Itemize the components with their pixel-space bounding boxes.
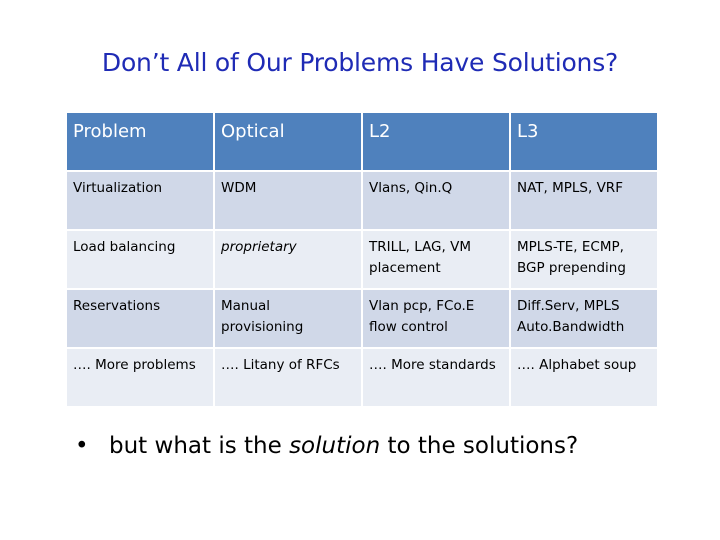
bullet-item [75, 433, 578, 459]
cell-optical: …. Litany of RFCs [215, 349, 361, 406]
cell-l3: MPLS-TE, ECMP, BGP prepending [511, 231, 657, 288]
comparison-table [65, 111, 659, 408]
bullet-text-emphasis: solution [289, 433, 381, 459]
table-row [67, 172, 657, 229]
cell-problem: …. More problems [67, 349, 213, 406]
bullet-marker: • [75, 433, 89, 459]
cell-l2: Vlans, Qin.Q [363, 172, 509, 229]
cell-problem: Reservations [67, 290, 213, 347]
header-l3: L3 [511, 113, 657, 170]
header-problem: Problem [67, 113, 213, 170]
bullet-text-before: but what is the [109, 433, 290, 459]
cell-problem: Load balancing [67, 231, 213, 288]
cell-l2: …. More standards [363, 349, 509, 406]
table-row [67, 231, 657, 288]
cell-optical: WDM [215, 172, 361, 229]
cell-l3: …. Alphabet soup [511, 349, 657, 406]
cell-problem: Virtualization [67, 172, 213, 229]
table-header-row [67, 113, 657, 170]
cell-l2: TRILL, LAG, VM placement [363, 231, 509, 288]
slide-title: Don’t All of Our Problems Have Solutions? [101, 48, 619, 77]
header-l2: L2 [363, 113, 509, 170]
cell-optical: Manual provisioning [215, 290, 361, 347]
cell-l3: NAT, MPLS, VRF [511, 172, 657, 229]
cell-l2: Vlan pcp, FCo.E flow control [363, 290, 509, 347]
cell-l3: Diff.Serv, MPLS Auto.Bandwidth [511, 290, 657, 347]
bullet-text-after: to the solutions? [380, 433, 579, 459]
header-optical: Optical [215, 113, 361, 170]
table-row [67, 349, 657, 406]
table-row [67, 290, 657, 347]
cell-optical: proprietary [215, 231, 361, 288]
